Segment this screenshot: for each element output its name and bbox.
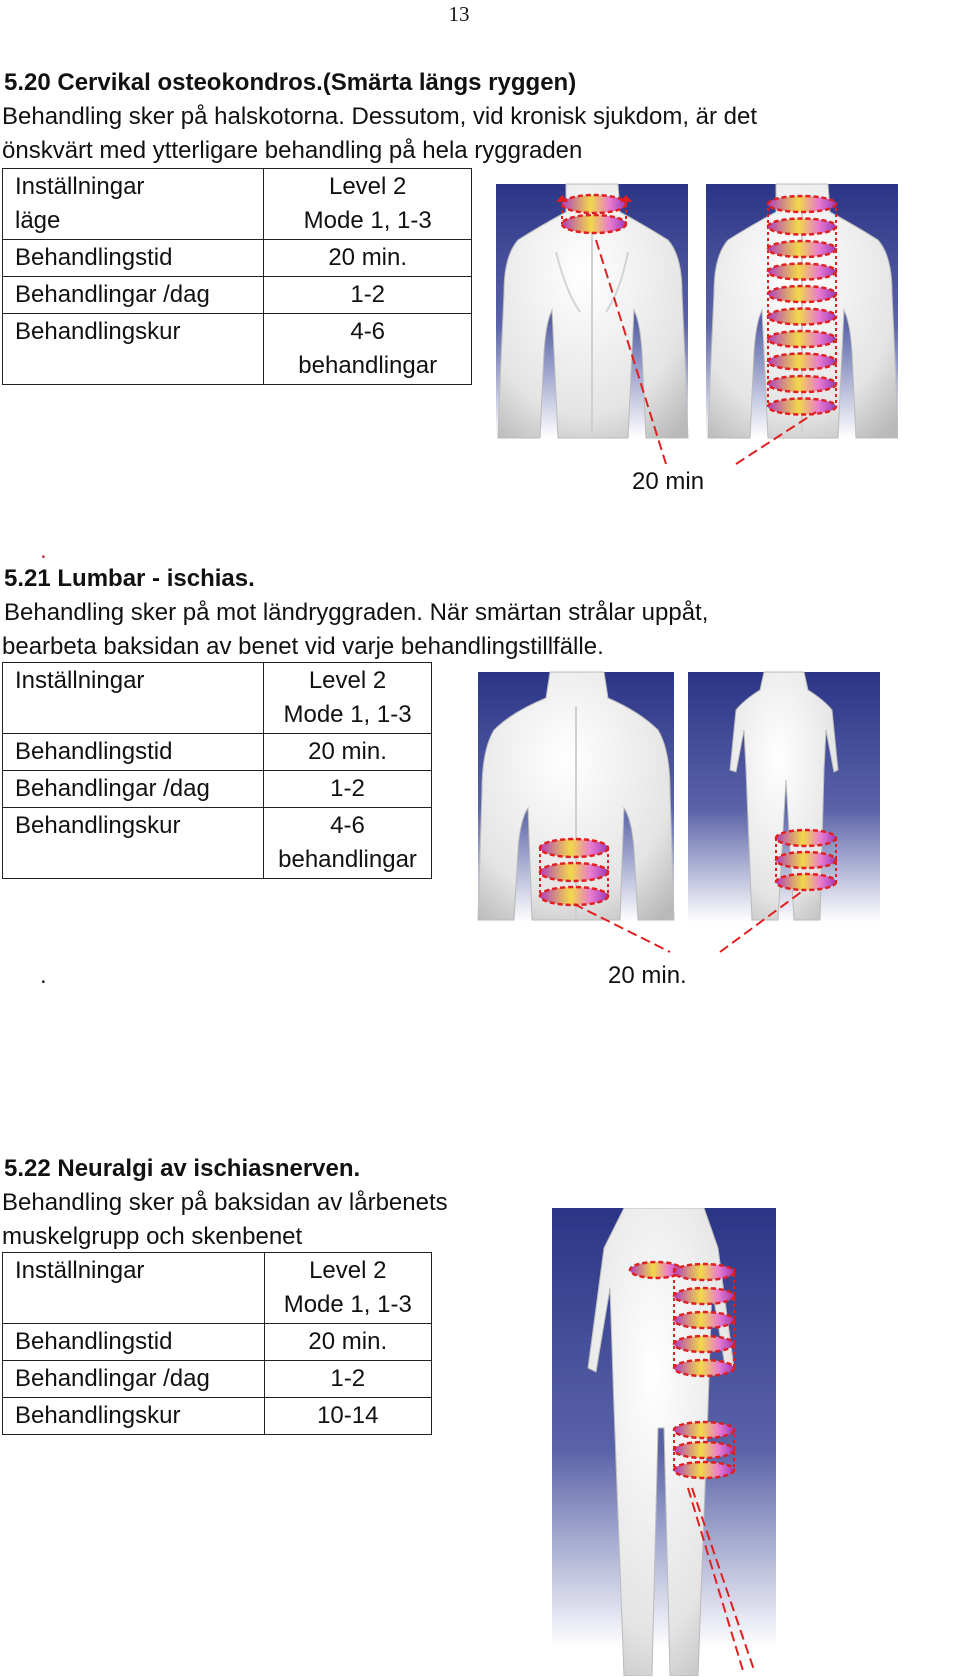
- coil-marker-icon: [674, 1264, 734, 1280]
- coil-marker-icon: [768, 309, 836, 325]
- neck-spine-treatment-illustration: [496, 182, 898, 472]
- table-row: [3, 808, 432, 879]
- coil-marker-icon: [768, 331, 836, 347]
- setting-label: Behandlingskur: [3, 1398, 265, 1435]
- setting-value: 4-6 behandlingar: [264, 314, 472, 385]
- setting-value: Level 2 Mode 1, 1-3: [264, 663, 432, 734]
- coil-marker-icon: [674, 1422, 734, 1438]
- figure-caption: 20 min: [632, 468, 705, 495]
- coil-marker-icon: [674, 1288, 734, 1304]
- setting-value: 1-2: [264, 771, 432, 808]
- coil-marker-icon: [768, 196, 836, 212]
- page-number: 13: [448, 2, 470, 26]
- coil-marker-icon: [768, 219, 836, 235]
- table-row: [3, 734, 432, 771]
- figure-caption: 20 min.: [608, 962, 687, 989]
- decorative-dot: .: [40, 962, 47, 989]
- coil-marker-icon: [674, 1442, 734, 1458]
- setting-label: Inställningar: [3, 1253, 265, 1324]
- lumbar-treatment-illustration: [474, 670, 880, 956]
- coil-marker-icon: [768, 354, 836, 370]
- table-row: [3, 771, 432, 808]
- section-heading: 5.21 Lumbar - ischias.: [4, 565, 255, 592]
- coil-marker-icon: [768, 286, 836, 302]
- setting-value: 20 min.: [264, 734, 432, 771]
- setting-label: Behandlingstid: [3, 240, 264, 277]
- setting-value: 1-2: [264, 1361, 431, 1398]
- section-description-line: bearbeta baksidan av benet vid varje behandlingstillfälle.: [2, 633, 604, 660]
- setting-label: Behandlingar /dag: [3, 771, 264, 808]
- section-description-line: Behandling sker på mot ländryggraden. När smärtan strålar uppåt,: [4, 599, 709, 626]
- setting-value: 20 min.: [264, 240, 472, 277]
- section-description-line: muskelgrupp och skenbenet: [2, 1223, 303, 1250]
- decorative-dot: .: [40, 537, 47, 564]
- section-heading: 5.20 Cervikal osteokondros.(Smärta längs ryggen): [4, 69, 577, 96]
- table-row: [3, 1361, 432, 1398]
- coil-marker-icon: [768, 241, 836, 257]
- setting-value: 20 min.: [264, 1324, 431, 1361]
- setting-label: Behandlingskur: [3, 808, 264, 879]
- setting-value: 10-14: [264, 1398, 431, 1435]
- setting-label: Behandlingar /dag: [3, 1361, 265, 1398]
- table-row: [3, 1398, 432, 1435]
- setting-value: Level 2 Mode 1, 1-3: [264, 1253, 431, 1324]
- coil-marker-icon: [540, 839, 608, 905]
- coil-marker-icon: [674, 1336, 734, 1352]
- setting-label: Behandlingar /dag: [3, 277, 264, 314]
- coil-marker-icon: [768, 264, 836, 280]
- section-description-line: önskvärt med ytterligare behandling på hela ryggraden: [2, 137, 583, 164]
- setting-value: 1-2: [264, 277, 472, 314]
- table-row: [3, 1253, 432, 1324]
- setting-label: Inställningar läge: [3, 169, 264, 240]
- setting-label: Inställningar: [3, 663, 264, 734]
- setting-value: 4-6 behandlingar: [264, 808, 432, 879]
- coil-marker-icon: [768, 399, 836, 415]
- section-description-line: Behandling sker på baksidan av lårbenets: [2, 1189, 448, 1216]
- setting-value: Level 2 Mode 1, 1-3: [264, 169, 472, 240]
- settings-table: [2, 168, 472, 385]
- section-description-line: Behandling sker på halskotorna. Dessutom, vid kronisk sjukdom, är det: [2, 103, 758, 130]
- coil-marker-icon: [768, 376, 836, 392]
- table-row: [3, 1324, 432, 1361]
- coil-marker-icon: [776, 830, 836, 890]
- table-row: [3, 169, 472, 240]
- table-row: [3, 240, 472, 277]
- setting-label: Behandlingskur: [3, 314, 264, 385]
- sciatic-nerve-treatment-illustration: [548, 1208, 780, 1676]
- coil-marker-icon: [674, 1312, 734, 1328]
- coil-marker-icon: [674, 1360, 734, 1376]
- settings-table: [2, 662, 432, 879]
- table-row: [3, 314, 472, 385]
- setting-label: Behandlingstid: [3, 1324, 265, 1361]
- table-row: [3, 663, 432, 734]
- setting-label: Behandlingstid: [3, 734, 264, 771]
- section-heading: 5.22 Neuralgi av ischiasnerven.: [4, 1155, 361, 1182]
- table-row: [3, 277, 472, 314]
- coil-marker-icon: [674, 1462, 734, 1478]
- settings-table: [2, 1252, 432, 1435]
